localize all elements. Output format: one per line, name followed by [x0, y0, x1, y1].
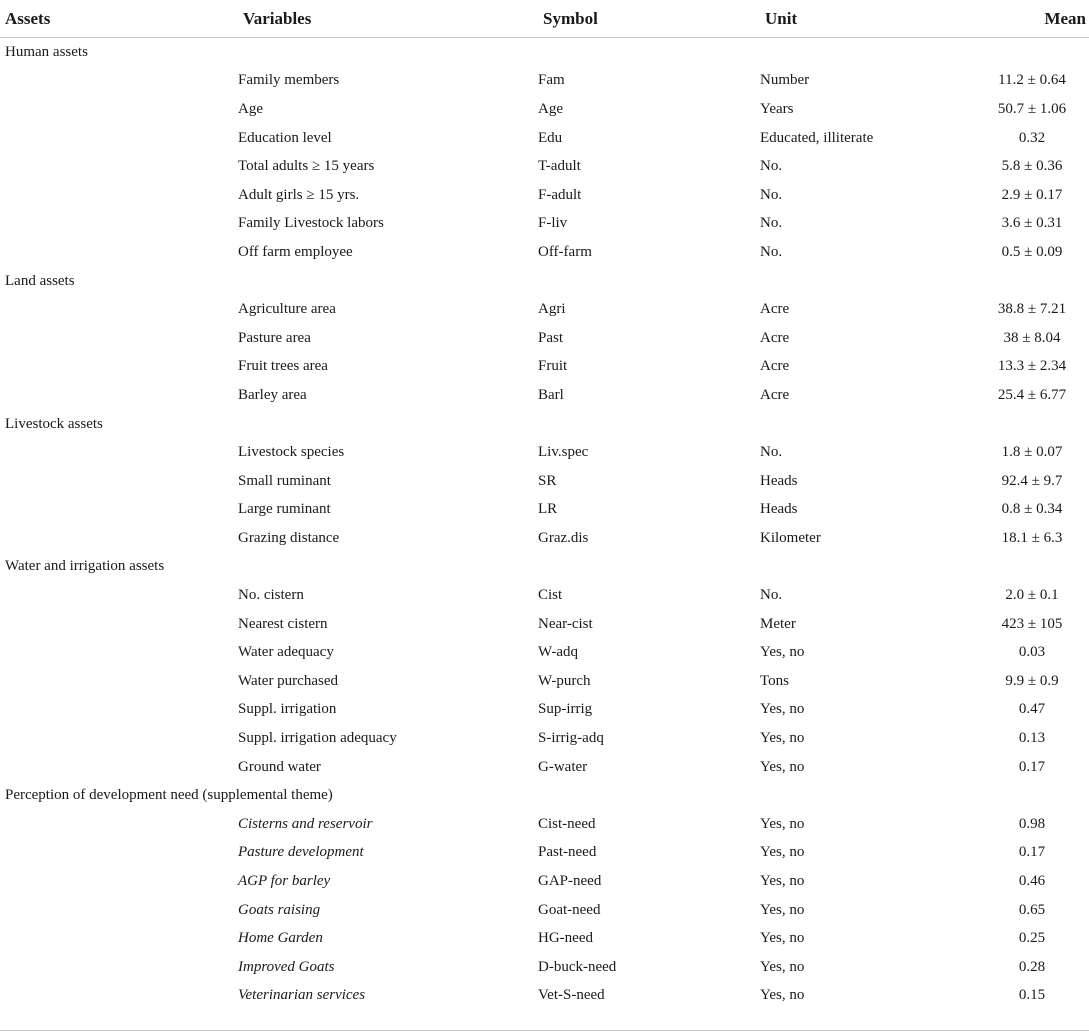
mean-cell: 9.9 ± 0.9 — [1005, 672, 1059, 689]
table-row — [0, 581, 1089, 610]
table-row — [0, 238, 1089, 267]
assets-cell-empty — [0, 924, 238, 953]
unit-cell: Yes, no — [760, 844, 805, 861]
group-label: Human assets — [5, 43, 88, 60]
assets-cell-empty — [0, 839, 238, 868]
symbol-cell: SR — [538, 472, 557, 489]
unit-cell: Acre — [760, 386, 790, 403]
mean-cell: 18.1 ± 6.3 — [1001, 529, 1063, 546]
assets-cell-empty — [0, 438, 238, 467]
symbol-cell: G-water — [538, 758, 588, 775]
symbol-cell: Cist — [538, 587, 563, 604]
mean-cell: 0.47 — [1018, 701, 1046, 718]
assets-cell-empty — [0, 696, 238, 725]
mean-cell: 0.17 — [1018, 844, 1046, 861]
assets-cell-empty — [0, 381, 238, 410]
symbol-cell: F-adult — [538, 186, 582, 203]
mean-cell: 3.6 ± 0.31 — [1001, 215, 1063, 232]
variable-cell: Small ruminant — [238, 472, 331, 489]
mean-cell: 5.8 ± 0.36 — [1001, 158, 1063, 175]
mean-cell: 0.98 — [1018, 815, 1046, 832]
mean-cell: 0.25 — [1018, 930, 1046, 947]
variable-cell: Barley area — [238, 386, 307, 403]
unit-cell: Meter — [760, 615, 796, 632]
symbol-cell: HG-need — [538, 930, 593, 947]
assets-cell-empty — [0, 238, 238, 267]
unit-cell: Yes, no — [760, 873, 805, 890]
table-row — [0, 467, 1089, 496]
mean-cell: 0.46 — [1018, 873, 1046, 890]
assets-cell-empty — [0, 95, 238, 124]
group-row — [0, 38, 1089, 67]
assets-cell-empty — [0, 324, 238, 353]
mean-cell: 13.3 ± 2.34 — [997, 358, 1067, 375]
assets-cell-empty — [0, 295, 238, 324]
symbol-cell: Agri — [538, 301, 566, 318]
variable-cell: No. cistern — [238, 587, 304, 604]
symbol-cell: T-adult — [538, 158, 581, 175]
unit-cell: Heads — [760, 501, 798, 518]
symbol-cell: F-liv — [538, 215, 568, 232]
variable-cell: Suppl. irrigation adequacy — [238, 730, 397, 747]
symbol-cell: Sup-irrig — [538, 701, 593, 718]
mean-cell: 11.2 ± 0.64 — [998, 72, 1066, 89]
header-row — [0, 0, 1089, 38]
assets-cell-empty — [0, 67, 238, 96]
table-row — [0, 953, 1089, 982]
unit-cell: Educated, illiterate — [760, 129, 874, 146]
unit-cell: No. — [760, 158, 783, 175]
table-row — [0, 181, 1089, 210]
header-unit: Unit — [760, 0, 975, 38]
symbol-cell: Goat-need — [538, 901, 601, 918]
variable-cell: Large ruminant — [238, 501, 331, 518]
mean-cell: 0.13 — [1018, 730, 1046, 747]
table-row — [0, 524, 1089, 553]
symbol-cell: Age — [538, 100, 563, 117]
variable-cell: Education level — [238, 129, 332, 146]
symbol-cell: Edu — [538, 129, 563, 146]
mean-cell: 92.4 ± 9.7 — [1001, 472, 1063, 489]
assets-cell-empty — [0, 124, 238, 153]
header-assets: Assets — [0, 0, 238, 38]
assets-cell-empty — [0, 953, 238, 982]
table-row — [0, 438, 1089, 467]
variable-cell: Cisterns and reservoir — [238, 815, 373, 832]
variable-cell: Off farm employee — [238, 243, 353, 260]
table-row — [0, 381, 1089, 410]
mean-cell: 2.9 ± 0.17 — [1001, 186, 1063, 203]
symbol-cell: S-irrig-adq — [538, 730, 604, 747]
bottom-rule — [0, 1030, 1089, 1031]
variable-cell: Pasture development — [238, 844, 364, 861]
table-row — [0, 724, 1089, 753]
symbol-cell: LR — [538, 501, 558, 518]
variable-cell: Family Livestock labors — [238, 215, 384, 232]
assets-cell-empty — [0, 638, 238, 667]
symbol-cell: Graz.dis — [538, 529, 589, 546]
unit-cell: Yes, no — [760, 730, 805, 747]
mean-cell: 0.8 ± 0.34 — [1001, 501, 1063, 518]
variable-cell: Ground water — [238, 758, 321, 775]
table-row — [0, 496, 1089, 525]
assets-cell-empty — [0, 667, 238, 696]
table-row — [0, 295, 1089, 324]
variable-cell: Suppl. irrigation — [238, 701, 337, 718]
unit-cell: Heads — [760, 472, 798, 489]
variable-cell: Fruit trees area — [238, 358, 328, 375]
mean-cell: 0.28 — [1018, 958, 1046, 975]
table-body — [0, 38, 1089, 1011]
unit-cell: Yes, no — [760, 901, 805, 918]
group-label: Water and irrigation assets — [5, 558, 165, 575]
table-row — [0, 353, 1089, 382]
assets-cell-empty — [0, 152, 238, 181]
assets-cell-empty — [0, 610, 238, 639]
unit-cell: Acre — [760, 301, 790, 318]
unit-cell: Acre — [760, 329, 790, 346]
group-label: Perception of development need (supplemental theme) — [5, 787, 333, 804]
table-row — [0, 95, 1089, 124]
table-row — [0, 753, 1089, 782]
symbol-cell: GAP-need — [538, 873, 602, 890]
table-row — [0, 638, 1089, 667]
variable-cell: Grazing distance — [238, 529, 340, 546]
unit-cell: Yes, no — [760, 758, 805, 775]
table-row — [0, 982, 1089, 1011]
symbol-cell: Fam — [538, 72, 565, 89]
assets-cell-empty — [0, 467, 238, 496]
table-row — [0, 924, 1089, 953]
mean-cell: 50.7 ± 1.06 — [997, 100, 1067, 117]
variable-cell: Family members — [238, 72, 340, 89]
group-label: Livestock assets — [5, 415, 103, 432]
unit-cell: Yes, no — [760, 930, 805, 947]
unit-cell: No. — [760, 215, 783, 232]
group-row — [0, 553, 1089, 582]
unit-cell: Yes, no — [760, 815, 805, 832]
assets-cell-empty — [0, 524, 238, 553]
assets-cell-empty — [0, 896, 238, 925]
assets-cell-empty — [0, 353, 238, 382]
table-row — [0, 810, 1089, 839]
table-row — [0, 67, 1089, 96]
symbol-cell: Cist-need — [538, 815, 596, 832]
variable-cell: Veterinarian services — [238, 987, 366, 1004]
mean-cell: 0.5 ± 0.09 — [1001, 243, 1063, 260]
mean-cell: 38.8 ± 7.21 — [997, 301, 1067, 318]
unit-cell: Acre — [760, 358, 790, 375]
table-row — [0, 696, 1089, 725]
unit-cell: No. — [760, 444, 783, 461]
assets-cell-empty — [0, 181, 238, 210]
mean-cell: 2.0 ± 0.1 — [1005, 587, 1059, 604]
table-row — [0, 210, 1089, 239]
unit-cell: Tons — [760, 672, 789, 689]
symbol-cell: Liv.spec — [538, 444, 589, 461]
symbol-cell: Barl — [538, 386, 564, 403]
table-row — [0, 667, 1089, 696]
assets-cell-empty — [0, 753, 238, 782]
mean-cell: 423 ± 105 — [1001, 615, 1063, 632]
variable-cell: Age — [238, 100, 263, 117]
unit-cell: No. — [760, 186, 783, 203]
table-row — [0, 839, 1089, 868]
symbol-cell: Near-cist — [538, 615, 593, 632]
unit-cell: Yes, no — [760, 958, 805, 975]
mean-cell: 0.17 — [1018, 758, 1046, 775]
table-row — [0, 152, 1089, 181]
group-row — [0, 781, 1089, 810]
mean-cell: 0.03 — [1018, 644, 1046, 661]
variable-cell: AGP for barley — [238, 873, 331, 890]
unit-cell: Kilometer — [760, 529, 821, 546]
variable-cell: Goats raising — [238, 901, 321, 918]
variable-cell: Water purchased — [238, 672, 338, 689]
symbol-cell: Fruit — [538, 358, 568, 375]
mean-cell: 0.32 — [1018, 129, 1046, 146]
mean-cell: 1.8 ± 0.07 — [1001, 444, 1063, 461]
assets-cell-empty — [0, 210, 238, 239]
variable-cell: Adult girls ≥ 15 yrs. — [238, 186, 360, 203]
symbol-cell: Past-need — [538, 844, 597, 861]
mean-cell: 25.4 ± 6.77 — [997, 386, 1067, 403]
unit-cell: No. — [760, 587, 783, 604]
table-row — [0, 896, 1089, 925]
table-row — [0, 867, 1089, 896]
table-header — [0, 0, 1089, 38]
header-mean: Mean — [975, 0, 1089, 38]
symbol-cell: W-purch — [538, 672, 591, 689]
header-variables: Variables — [238, 0, 538, 38]
symbol-cell: D-buck-need — [538, 958, 617, 975]
symbol-cell: Vet-S-need — [538, 987, 605, 1004]
variable-cell: Improved Goats — [238, 958, 335, 975]
table-row — [0, 610, 1089, 639]
variable-cell: Agriculture area — [238, 301, 336, 318]
table-row — [0, 324, 1089, 353]
unit-cell: Yes, no — [760, 701, 805, 718]
variable-cell: Total adults ≥ 15 years — [238, 158, 375, 175]
table-row — [0, 124, 1089, 153]
unit-cell: Number — [760, 72, 810, 89]
variable-cell: Pasture area — [238, 329, 311, 346]
symbol-cell: Past — [538, 329, 564, 346]
assets-cell-empty — [0, 581, 238, 610]
variable-cell: Water adequacy — [238, 644, 334, 661]
mean-cell: 38 ± 8.04 — [1003, 329, 1061, 346]
unit-cell: No. — [760, 243, 783, 260]
group-row — [0, 410, 1089, 439]
assets-cell-empty — [0, 867, 238, 896]
group-row — [0, 267, 1089, 296]
header-symbol: Symbol — [538, 0, 760, 38]
mean-cell: 0.15 — [1018, 987, 1046, 1004]
unit-cell: Yes, no — [760, 644, 805, 661]
unit-cell: Yes, no — [760, 987, 805, 1004]
unit-cell: Years — [760, 100, 794, 117]
group-label: Land assets — [5, 272, 75, 289]
assets-cell-empty — [0, 724, 238, 753]
assets-cell-empty — [0, 810, 238, 839]
assets-cell-empty — [0, 496, 238, 525]
variable-cell: Home Garden — [238, 930, 323, 947]
assets-cell-empty — [0, 982, 238, 1011]
symbol-cell: W-adq — [538, 644, 578, 661]
mean-cell: 0.65 — [1018, 901, 1046, 918]
symbol-cell: Off-farm — [538, 243, 592, 260]
variable-cell: Livestock species — [238, 444, 345, 461]
variable-cell: Nearest cistern — [238, 615, 328, 632]
